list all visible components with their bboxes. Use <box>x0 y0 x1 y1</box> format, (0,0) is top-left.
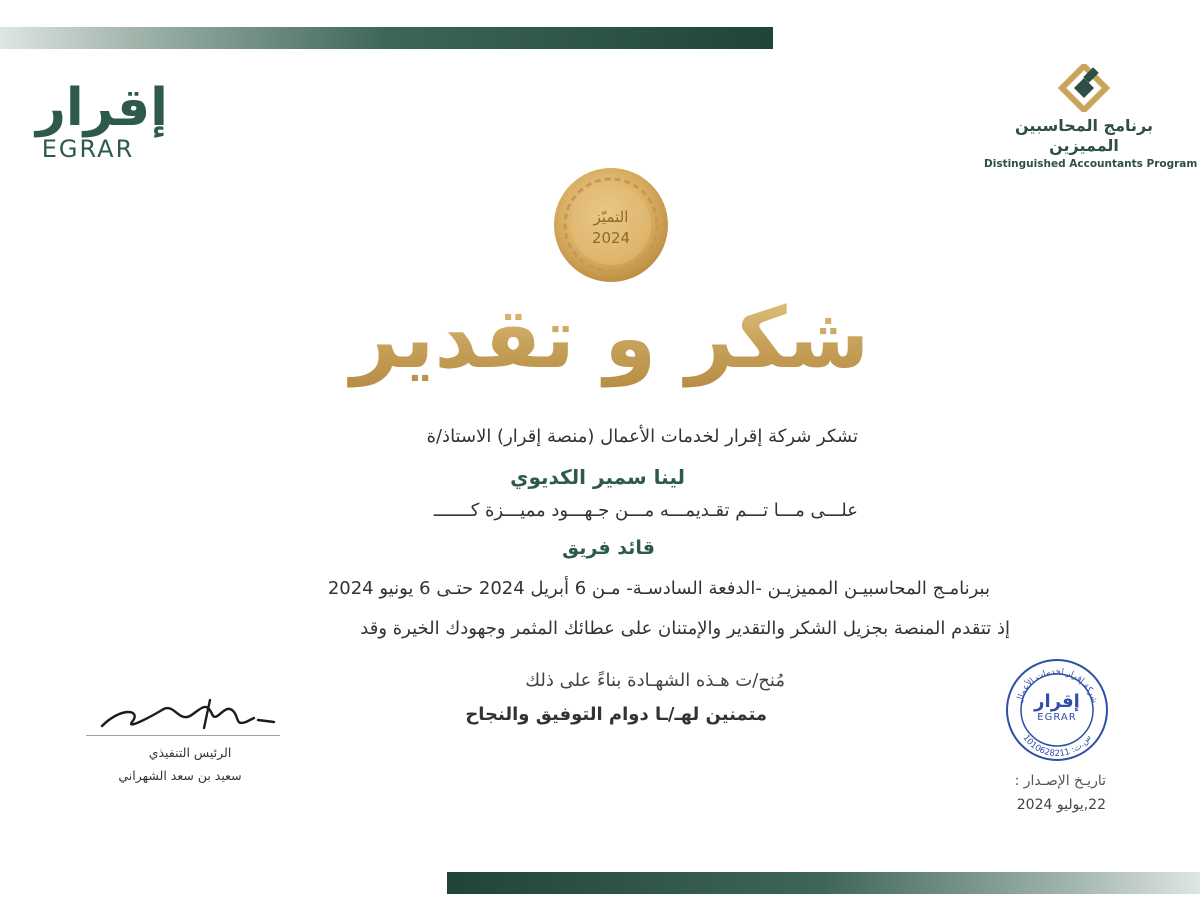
body-line-thanks: إذ تتقدم المنصة بجزيل الشكر والتقدير والإمتنان على عطائك المثمر وجهودك الخيرة وقد <box>360 618 1010 639</box>
program-logo-mark-icon <box>1056 64 1112 112</box>
excellence-medal <box>553 167 669 283</box>
stamp-ring-top-text: شركة إقرار لخدمات الأعمال <box>1014 666 1100 705</box>
body-line-efforts: علـــى مـــا تـــم تقـديمـــه مـــن جـهـــود مميـــزة كـــــــ <box>433 500 858 521</box>
egrar-logo-arabic: إقرار <box>36 78 168 138</box>
issue-date-value: 22,يوليو 2024 <box>1016 797 1106 813</box>
body-line-intro: تشكر شركة إقرار لخدمات الأعمال (منصة إقرار) الاستاذ/ة <box>426 426 858 447</box>
program-name-arabic: برنامج المحاسبين المميزين <box>1015 116 1153 155</box>
medal-year: 2024 <box>591 229 631 247</box>
body-line-granted: مُنح/ت هـذه الشهـادة بناءً على ذلك <box>525 670 785 691</box>
company-stamp <box>1005 658 1109 762</box>
medal-label: التميّز <box>593 208 629 226</box>
program-name-english: Distinguished Accountants Program <box>984 158 1198 170</box>
issue-date-label: تاريـخ الإصـدار : <box>1014 773 1106 789</box>
stamp-center-english: EGRAR <box>1037 712 1077 723</box>
top-decorative-bar <box>0 27 773 49</box>
recipient-name: لينا سمير الكديوي <box>510 465 685 489</box>
recipient-role: قائد فريق <box>562 537 655 559</box>
signatory-name: سعيد بن سعد الشهراني <box>118 768 242 783</box>
bottom-decorative-bar <box>447 872 1200 894</box>
stamp-center-arabic: إقرار <box>1034 691 1080 712</box>
program-logo <box>984 64 1198 172</box>
stamp-ring-bottom-text: س.ت: 1010628211 <box>1020 732 1094 760</box>
signatory-title: الرئيس التنفيذي <box>148 745 232 760</box>
body-line-program: ببرنامـج المحاسبيـن المميزيـن -الدفعة السادسـة- مـن 6 أبريل 2024 حتـى 6 يونيو 2024 <box>327 578 990 599</box>
handwritten-signature <box>82 696 282 738</box>
egrar-logo <box>36 78 168 163</box>
egrar-logo-english: EGRAR <box>41 135 135 163</box>
certificate-title: شكر و تقدير <box>300 282 920 394</box>
body-line-wishes: متمنين لهـ/ـا دوام التوفيق والنجاح <box>465 704 767 725</box>
signature-line <box>86 735 280 736</box>
